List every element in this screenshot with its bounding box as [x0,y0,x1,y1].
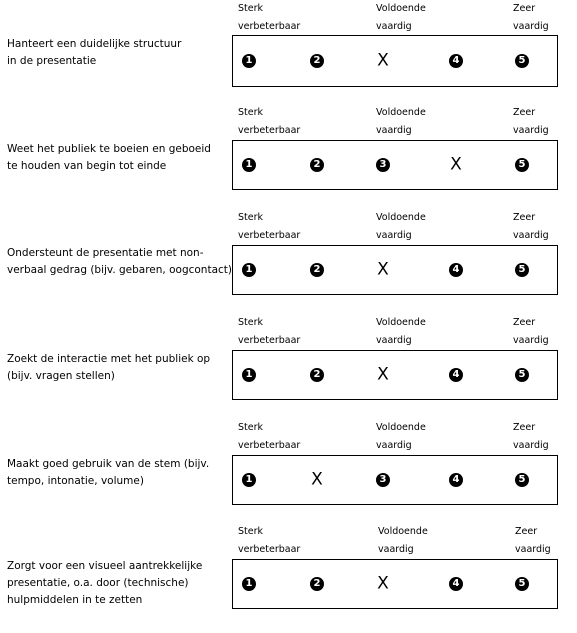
scale-label-high-top: Zeer [513,107,536,118]
criterion-line: te houden van begin tot einde [7,160,167,172]
criterion-line: tempo, intonatie, volume) [7,475,144,487]
criterion-line: Maakt goed gebruik van de stem (bijv. [7,458,210,470]
criterion-line: Ondersteunt de presentatie met non- [7,247,204,259]
option-5-icon[interactable]: 5 [515,368,529,382]
option-4-icon[interactable]: 4 [449,577,463,591]
scale-label-mid-bottom: vaardig [376,125,412,136]
criterion-text [7,141,211,175]
rating-box [232,455,558,505]
scale-label-mid-bottom: vaardig [376,21,412,32]
scale-label-mid [378,523,428,559]
selected-mark[interactable]: X [377,573,389,594]
option-1-icon[interactable]: 1 [242,54,256,68]
option-2-icon[interactable]: 2 [310,54,324,68]
option-2-icon[interactable]: 2 [310,368,324,382]
criterion-line: presentatie, o.a. door (technische) [7,577,189,589]
scale-label-high-bottom: vaardig [513,335,549,346]
scale-label-mid-bottom: vaardig [376,335,412,346]
criterion-text [7,245,232,279]
scale-label-low-bottom: verbeterbaar [238,335,301,346]
criterion-line: (bijv. vragen stellen) [7,370,115,382]
criterion-row [0,104,577,214]
option-1-icon[interactable]: 1 [242,577,256,591]
criterion-row [0,419,577,529]
criterion-line: in de presentatie [7,55,97,67]
criterion-row [0,523,577,633]
rating-box [232,559,558,609]
criterion-line: verbaal gedrag (bijv. gebaren, oogcontact) [7,264,232,276]
scale-label-low-top: Sterk [238,107,264,118]
criterion-row [0,209,577,319]
scale-label-high-top: Zeer [513,212,536,223]
scale-label-high [513,209,549,245]
criterion-line: Zoekt de interactie met het publiek op [7,353,211,365]
scale-label-mid-bottom: vaardig [376,440,412,451]
option-5-icon[interactable]: 5 [515,577,529,591]
criterion-text [7,351,210,385]
scale-label-high-bottom: vaardig [513,21,549,32]
criterion-row [0,314,577,424]
scale-label-low-bottom: verbeterbaar [238,125,301,136]
scale-label-low-bottom: verbeterbaar [238,230,301,241]
option-5-icon[interactable]: 5 [515,263,529,277]
scale-label-high [515,523,551,559]
scale-label-mid [376,314,426,350]
option-2-icon[interactable]: 2 [310,263,324,277]
scale-label-high-bottom: vaardig [513,230,549,241]
scale-label-high-bottom: vaardig [513,440,549,451]
criterion-text [7,36,181,70]
scale-label-low [238,209,300,245]
scale-label-low-top: Sterk [238,212,264,223]
rating-box [232,35,558,87]
option-2-icon[interactable]: 2 [310,577,324,591]
scale-label-mid-bottom: vaardig [378,544,414,555]
option-4-icon[interactable]: 4 [449,54,463,68]
scale-label-high-bottom: vaardig [513,125,549,136]
option-1-icon[interactable]: 1 [242,263,256,277]
scale-label-high-top: Zeer [513,3,536,14]
scale-label-mid [376,209,426,245]
scale-label-mid-top: Voldoende [376,107,426,118]
option-5-icon[interactable]: 5 [515,158,529,172]
option-1-icon[interactable]: 1 [242,158,256,172]
option-5-icon[interactable]: 5 [515,54,529,68]
criterion-line: Hanteert een duidelijke structuur [7,38,182,50]
scale-label-high [513,0,549,36]
selected-mark[interactable]: X [377,364,389,385]
scale-label-low-bottom: verbeterbaar [238,440,301,451]
scale-label-high [513,419,549,455]
scale-label-mid-top: Voldoende [376,422,426,433]
selected-mark[interactable]: X [377,259,389,280]
criterion-line: hulpmiddelen in te zetten [7,594,143,606]
criterion-text [7,456,209,490]
scale-label-mid [376,0,426,36]
criterion-line: Zorgt voor een visueel aantrekkelijke [7,560,203,572]
scale-label-low [238,523,300,559]
scale-label-mid-bottom: vaardig [376,230,412,241]
scale-label-high-top: Zeer [513,422,536,433]
scale-label-mid-top: Voldoende [376,212,426,223]
scale-label-mid-top: Voldoende [376,317,426,328]
criterion-line: Weet het publiek te boeien en geboeid [7,143,211,155]
option-4-icon[interactable]: 4 [449,368,463,382]
criterion-row [0,0,577,110]
option-4-icon[interactable]: 4 [449,263,463,277]
option-3-icon[interactable]: 3 [376,158,390,172]
scale-label-low-top: Sterk [238,3,264,14]
scale-label-mid [376,419,426,455]
option-2-icon[interactable]: 2 [310,158,324,172]
scale-label-mid-top: Voldoende [378,526,428,537]
rating-box [232,350,558,400]
option-4-icon[interactable]: 4 [449,473,463,487]
scale-label-low-top: Sterk [238,422,264,433]
option-5-icon[interactable]: 5 [515,473,529,487]
option-1-icon[interactable]: 1 [242,368,256,382]
scale-label-high [513,314,549,350]
scale-label-low-top: Sterk [238,526,264,537]
scale-label-low-top: Sterk [238,317,264,328]
option-3-icon[interactable]: 3 [376,473,390,487]
scale-label-low [238,104,300,140]
scale-label-low [238,419,300,455]
scale-label-high-top: Zeer [515,526,538,537]
scale-label-high-top: Zeer [513,317,536,328]
scale-label-mid-top: Voldoende [376,3,426,14]
criterion-text [7,558,202,609]
rating-box [232,245,558,295]
scale-label-low [238,0,300,36]
selected-mark[interactable]: X [450,154,462,175]
scale-label-high-bottom: vaardig [515,544,551,555]
selected-mark[interactable]: X [311,469,323,490]
selected-mark[interactable]: X [377,50,389,71]
scale-label-low-bottom: verbeterbaar [238,544,301,555]
option-1-icon[interactable]: 1 [242,473,256,487]
scale-label-mid [376,104,426,140]
rating-box [232,140,558,190]
scale-label-high [513,104,549,140]
scale-label-low-bottom: verbeterbaar [238,21,301,32]
scale-label-low [238,314,300,350]
